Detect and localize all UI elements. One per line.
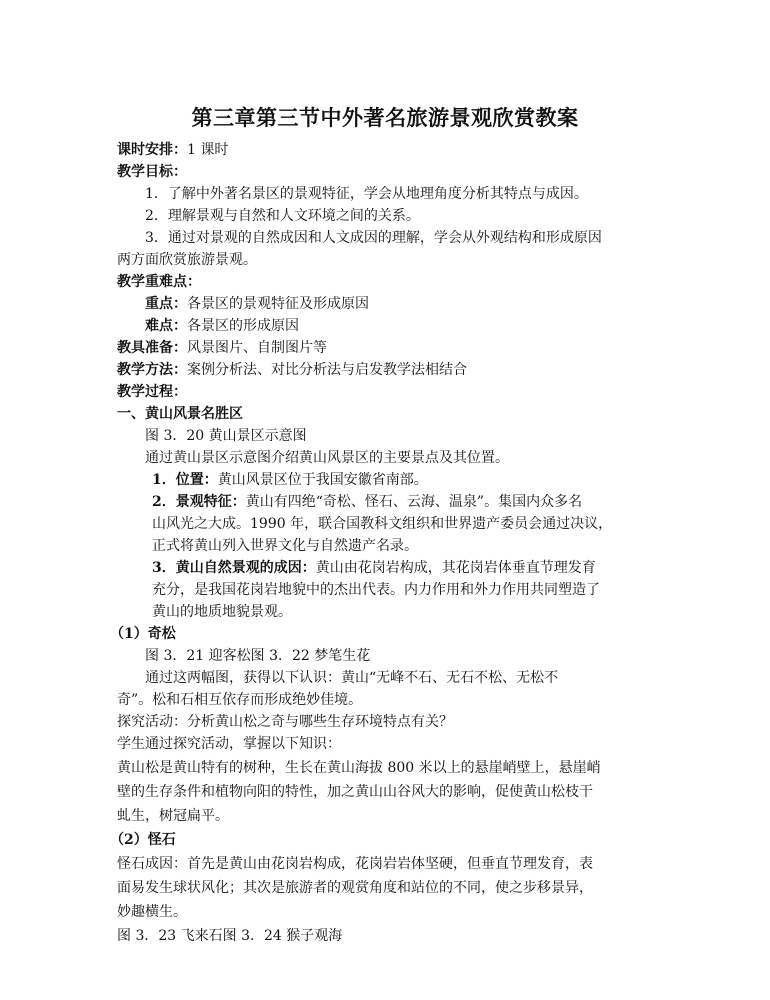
key-point-line	[145, 294, 369, 314]
materials-label: 教具准备：	[117, 340, 187, 356]
sub1-heading: （1）奇松	[110, 626, 176, 642]
figure-caption: 图 3．20 黄山景区示意图	[145, 428, 307, 444]
objectives-label: 教学目标：	[117, 164, 187, 180]
point2-label: 2．景观特征：	[152, 494, 246, 510]
objective-item: 3．通过对景观的自然成因和人文成因的理解，学会从外观结构和形成原因	[145, 230, 602, 246]
pine-text: 黄山松是黄山特有的树种，生长在黄山海拔 800 米以上的悬崖峭壁上，悬崖峭	[117, 760, 601, 776]
materials-value: 风景图片、自制图片等	[187, 340, 327, 356]
explore-result: 学生通过探究活动，掌握以下知识：	[117, 736, 341, 752]
point3-value: 黄山由花岗岩构成，其花岗岩体垂直节理发育	[315, 560, 596, 576]
objective-item: 2．理解景观与自然和人文环境之间的关系。	[145, 208, 420, 224]
figure-caption: 图 3．21 迎客松图 3．22 梦笔生花	[145, 648, 371, 664]
key-point-label: 重点：	[145, 296, 187, 312]
methods-label: 教学方法：	[117, 362, 187, 378]
difficult-point-label: 难点：	[145, 318, 187, 334]
point3-label: 3．黄山自然景观的成因：	[152, 560, 316, 576]
section1-heading: 一、黄山风景名胜区	[117, 406, 243, 422]
schedule-label: 课时安排：	[117, 142, 187, 158]
document-title: 第三章第三节中外著名旅游景观欣赏教案	[191, 105, 579, 130]
intro-text: 通过黄山景区示意图介绍黄山风景区的主要景点及其位置。	[145, 450, 509, 466]
key-point-value: 各景区的景观特征及形成原因	[187, 296, 369, 312]
materials-line	[117, 338, 327, 358]
schedule-value: 1 课时	[187, 142, 229, 158]
point1-label: 1．位置：	[152, 472, 218, 488]
pine-text: 壁的生存条件和植物向阳的特性，加之黄山山谷风大的影响，促使黄山松枝干	[117, 784, 593, 800]
point3-continued: 黄山的地质地貌景观。	[152, 604, 292, 620]
sub1-text: 通过这两幅图，获得以下认识：黄山“无峰不石、无石不松、无松不	[145, 670, 559, 686]
sub1-text-continued: 奇”。松和石相互依存而形成绝妙佳境。	[117, 692, 363, 708]
point2-line	[152, 492, 582, 512]
point2-value: 黄山有四绝“奇松、怪石、云海、温泉”。集国内众多名	[245, 494, 583, 510]
objective-item-continued: 两方面欣赏旅游景观。	[117, 252, 257, 268]
methods-value: 案例分析法、对比分析法与启发教学法相结合	[187, 362, 467, 378]
difficult-point-value: 各景区的形成原因	[187, 318, 299, 334]
explore-activity: 探究活动：分析黄山松之奇与哪些生存环境特点有关？	[117, 714, 453, 730]
methods-line	[117, 360, 467, 380]
figure-caption: 图 3．23 飞来石图 3．24 猴子观海	[117, 928, 343, 944]
point2-continued: 正式将黄山列入世界文化与自然遗产名录。	[152, 538, 418, 554]
point3-line	[152, 558, 596, 578]
process-label: 教学过程：	[117, 384, 187, 400]
point1-line	[152, 470, 428, 490]
key-points-label: 教学重难点：	[117, 274, 201, 290]
rock-text: 妙趣横生。	[117, 904, 187, 920]
point1-value: 黄山风景区位于我国安徽省南部。	[217, 472, 428, 488]
schedule-line	[117, 140, 228, 160]
rock-text: 面易发生球状风化；其次是旅游者的观赏角度和站位的不同，使之步移景异，	[117, 880, 593, 896]
point3-continued: 充分，是我国花岗岩地貌中的杰出代表。内力作用和外力作用共同塑造了	[152, 582, 600, 598]
rock-text: 怪石成因：首先是黄山由花岗岩构成，花岗岩岩体坚硬，但垂直节理发育，表	[117, 856, 593, 872]
difficult-point-line	[145, 316, 299, 336]
objective-item: 1．了解中外著名景区的景观特征，学会从地理角度分析其特点与成因。	[145, 186, 588, 202]
pine-text: 虬生，树冠扁平。	[117, 808, 229, 824]
point2-continued: 山风光之大成。1990 年，联合国教科文组织和世界遗产委员会通过决议，	[152, 516, 613, 532]
sub2-heading: （2）怪石	[110, 832, 176, 848]
